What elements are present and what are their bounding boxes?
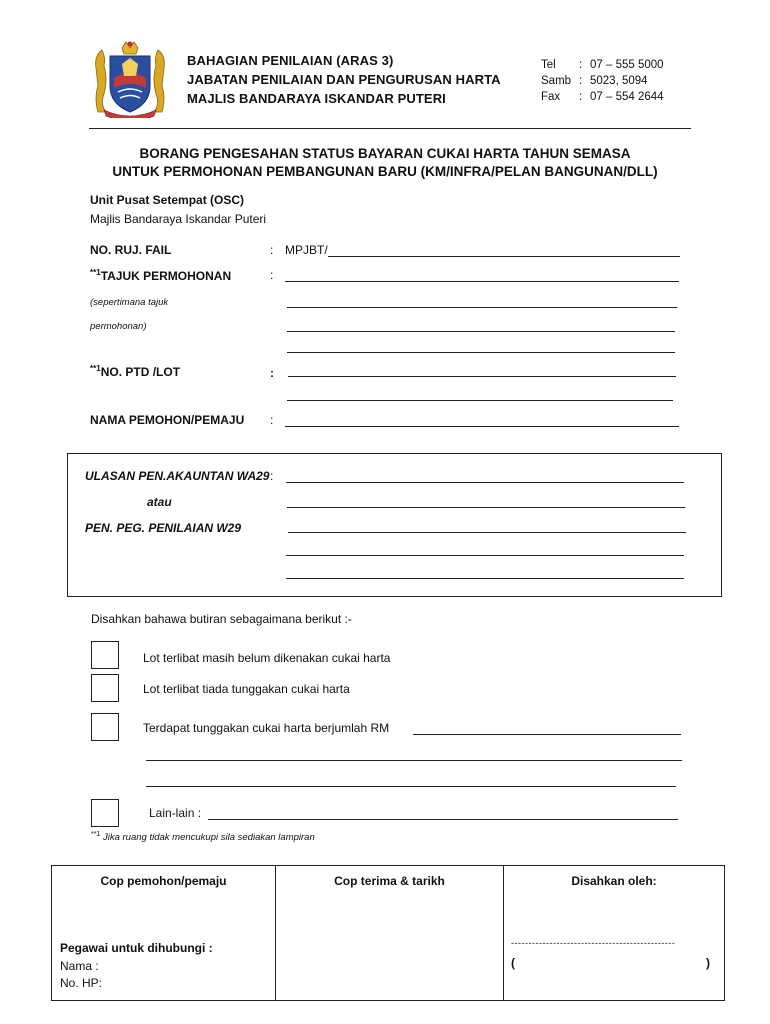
- file-ref-input[interactable]: [328, 256, 680, 257]
- contact-fax-sep: :: [579, 91, 583, 103]
- contact-tel-value: 07 – 555 5000: [590, 59, 664, 71]
- contact-tel-label: Tel: [541, 59, 556, 71]
- municipal-crest-icon: [92, 38, 168, 118]
- title-label-text: TAJUK PERMOHONAN: [100, 269, 232, 283]
- contact-ext-label: Samb: [541, 75, 572, 87]
- review-input-line5[interactable]: [286, 578, 684, 579]
- applicant-input[interactable]: [285, 426, 679, 427]
- contact-fax-label: Fax: [541, 91, 561, 103]
- review-input-line4[interactable]: [286, 555, 684, 556]
- footnote: [91, 831, 315, 843]
- review-label-or: atau: [147, 495, 172, 509]
- arrears-detail-line2[interactable]: [146, 786, 676, 787]
- checkbox-others[interactable]: [91, 799, 119, 827]
- review-label-accountant: ULASAN PEN.AKAUNTAN WA29: [85, 469, 270, 483]
- ptd-input-line1[interactable]: [288, 376, 676, 377]
- file-ref-prefix: MPJBT/: [285, 243, 328, 257]
- title-input-line2[interactable]: [287, 307, 677, 308]
- ptd-input-line2[interactable]: [287, 400, 673, 401]
- confirm-intro: Disahkan bahawa butiran sebagaimana berikut :-: [91, 612, 352, 626]
- contact-officer-label: Pegawai untuk dihubungi :: [60, 941, 213, 955]
- review-input-line1[interactable]: [286, 482, 684, 483]
- review-input-line3[interactable]: [288, 532, 686, 533]
- contact-ext-value: 5023, 5094: [590, 75, 648, 87]
- received-stamp-title: Cop terima & tarikh: [334, 874, 445, 888]
- header-divider: [89, 128, 691, 129]
- applicant-label: NAMA PEMOHON/PEMAJU: [90, 413, 245, 427]
- title-label-mark: **1: [90, 268, 101, 277]
- signature-paren-open: (: [511, 956, 515, 970]
- ptd-label-mark: **1: [90, 364, 101, 373]
- verified-by-title: Disahkan oleh:: [571, 874, 657, 888]
- review-label-valuation: PEN. PEG. PENILAIAN W29: [85, 521, 242, 535]
- contact-name-label: Nama :: [60, 959, 99, 973]
- title-input-line3[interactable]: [287, 331, 675, 332]
- ptd-label: [90, 364, 180, 379]
- ptd-colon: :: [270, 366, 274, 380]
- ptd-label-text: NO. PTD /LOT: [100, 365, 181, 379]
- footnote-text: Jika ruang tidak mencukupi sila sediakan lampiran: [102, 832, 315, 844]
- title-note-line1: (sepertimana tajuk: [90, 297, 169, 308]
- review-colon: :: [270, 469, 274, 483]
- contact-tel-sep: :: [579, 59, 583, 71]
- title-input-line1[interactable]: [285, 281, 679, 282]
- header-dept-line3: MAJLIS BANDARAYA ISKANDAR PUTERI: [187, 91, 446, 106]
- option-has-arrears-label: Terdapat tunggakan cukai harta berjumlah RM: [143, 721, 390, 735]
- title-label: [90, 268, 231, 283]
- arrears-amount-input[interactable]: [413, 734, 681, 735]
- checkbox-not-taxed[interactable]: [91, 641, 119, 669]
- form-title-line2: UNTUK PERMOHONAN PEMBANGUNAN BARU (KM/INFRA/PELAN BANGUNAN/DLL): [112, 164, 658, 179]
- contact-phone-label: No. HP:: [60, 976, 103, 990]
- title-colon: :: [270, 268, 274, 282]
- header-dept-line2: JABATAN PENILAIAN DAN PENGURUSAN HARTA: [187, 72, 501, 87]
- signature-paren-close: ): [706, 956, 710, 970]
- applicant-stamp-title: Cop pemohon/pemaju: [100, 874, 227, 888]
- file-ref-label: NO. RUJ. FAIL: [90, 243, 172, 257]
- form-title-line1: BORANG PENGESAHAN STATUS BAYARAN CUKAI HARTA TAHUN SEMASA: [139, 146, 631, 161]
- recipient-org: Majlis Bandaraya Iskandar Puteri: [90, 212, 267, 226]
- header-dept-line1: BAHAGIAN PENILAIAN (ARAS 3): [187, 53, 394, 68]
- contact-ext-sep: :: [579, 75, 583, 87]
- checkbox-no-arrears[interactable]: [91, 674, 119, 702]
- option-others-label: Lain-lain :: [149, 806, 202, 820]
- checkbox-has-arrears[interactable]: [91, 713, 119, 741]
- applicant-colon: :: [270, 413, 274, 427]
- review-input-line2[interactable]: [287, 507, 685, 508]
- file-ref-colon: :: [270, 243, 274, 257]
- arrears-detail-line1[interactable]: [146, 760, 682, 761]
- signature-line[interactable]: -----------------------------------------------: [511, 938, 676, 948]
- option-no-arrears-label: Lot terlibat tiada tunggakan cukai harta: [143, 682, 350, 696]
- contact-fax-value: 07 – 554 2644: [590, 91, 664, 103]
- title-input-line4[interactable]: [287, 352, 675, 353]
- recipient-unit: Unit Pusat Setempat (OSC): [90, 193, 245, 207]
- others-input[interactable]: [208, 819, 678, 820]
- option-not-taxed-label: Lot terlibat masih belum dikenakan cukai harta: [143, 651, 391, 665]
- title-note-line2: permohonan): [90, 321, 147, 332]
- footnote-mark: **1: [91, 831, 101, 838]
